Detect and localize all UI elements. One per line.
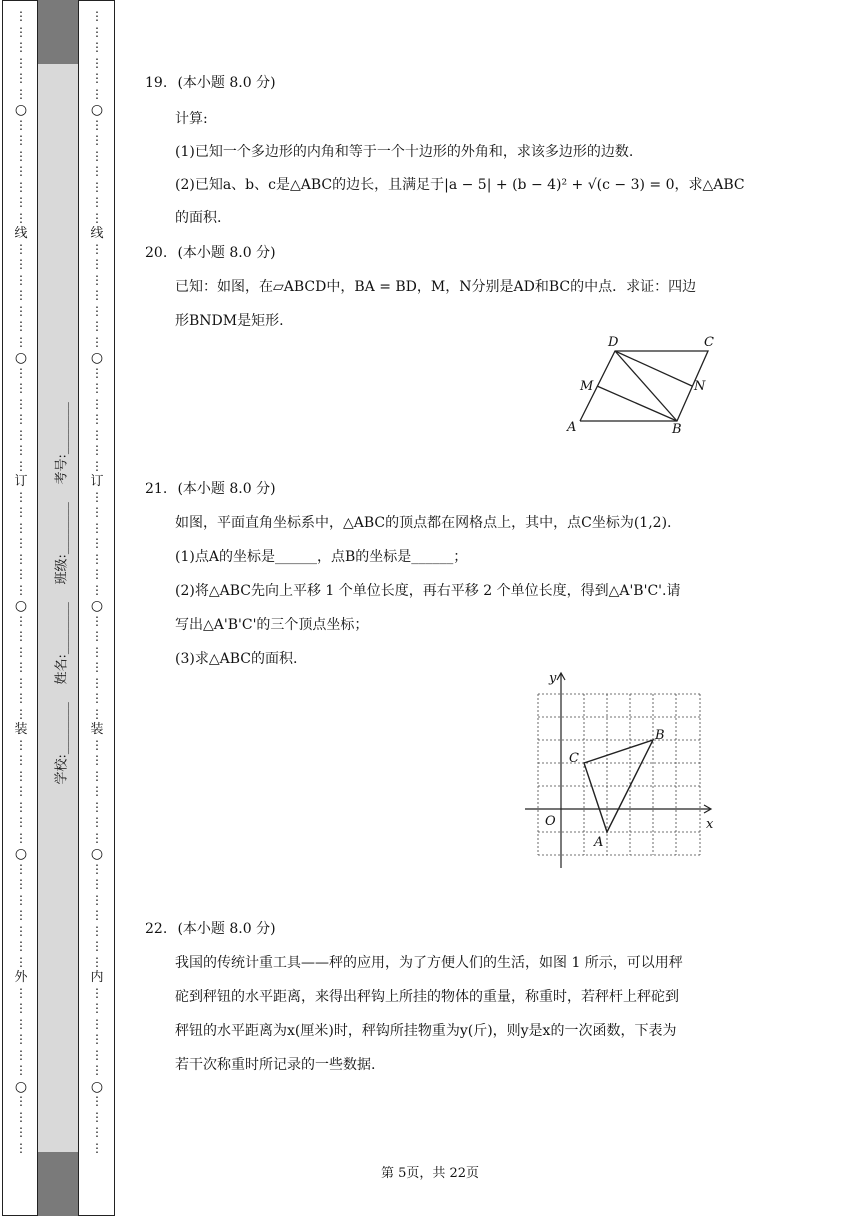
question-19-header xyxy=(145,72,276,92)
q21-line-2: (1)点A的坐标是______，点B的坐标是______； xyxy=(175,549,468,565)
binding-dots-right: ⋮ ⋮ ⋮ ⋮ ⋮ ⋮ ○ ⋮ ⋮ ⋮ ⋮ ⋮ ⋮ ⋮ 线 ⋮ ⋮ ⋮ ⋮ ⋮ ⋮ ⋮ ○ ⋮ ⋮ ⋮ ⋮ ⋮ ⋮ ⋮ 订 ⋮ ⋮ ⋮ ⋮ ⋮ ⋮ ⋮ ○ ⋮ ⋮ ⋮ ⋮ ⋮ ⋮ ⋮ 装 ⋮ ⋮ ⋮ ⋮ ⋮ ⋮ ⋮ ○ ⋮ ⋮ ⋮ ⋮ ⋮ ⋮ ⋮ 内 ⋮ ⋮ ⋮ ⋮ ⋮ ⋮ ○ ⋮ ⋮ ⋮ ⋮ xyxy=(90,9,104,1155)
right-mark-2: 订 xyxy=(90,474,104,489)
q20-line-2: 形BNDM是矩形. xyxy=(175,313,284,329)
question-number: 20. xyxy=(145,245,168,261)
label-d: D xyxy=(608,335,619,350)
question-number: 21. xyxy=(145,481,168,497)
q19-line-2: (1)已知一个多边形的内角和等于一个十边形的外角和，求该多边形的边数. xyxy=(175,144,634,160)
segment-dn xyxy=(615,351,692,386)
question-21-header xyxy=(145,478,276,498)
class-field[interactable]: 班级:________ xyxy=(54,502,70,585)
label-x: x xyxy=(706,817,714,832)
name-field[interactable]: 姓名:________ xyxy=(54,602,70,685)
q22-line-4: 若干次称重时所记录的一些数据. xyxy=(175,1057,376,1073)
q19-line-1: 计算: xyxy=(175,111,208,127)
exam-no-field[interactable]: 考号:________ xyxy=(54,402,70,485)
question-20-header xyxy=(145,242,276,262)
q19-line-3: (2)已知a、b、c是△ABC的边长，且满足于|a − 5| + (b − 4)² + √(c − 3) = 0，求△ABC xyxy=(175,177,745,193)
q22-line-1: 我国的传统计重工具——秤的应用，为了方便人们的生活，如图 1 所示，可以用秤 xyxy=(175,955,683,971)
parallelogram-outline xyxy=(580,351,708,421)
label-n: N xyxy=(694,379,706,394)
left-mark-1: 线 xyxy=(14,226,28,241)
q21-line-1: 如图，平面直角坐标系中，△ABC的顶点都在网格点上，其中，点C坐标为(1,2). xyxy=(175,515,672,531)
q22-line-3: 秤钮的水平距离为x(厘米)时，秤钩所挂物重为y(斤)，则y是x的一次函数，下表为 xyxy=(175,1023,677,1039)
right-mark-1: 线 xyxy=(90,226,104,241)
label-b: B xyxy=(672,422,682,437)
left-mark-2: 订 xyxy=(14,474,28,489)
q22-line-2: 砣到秤钮的水平距离，来得出秤钩上所挂的物体的重量，称重时，若秤杆上秤砣到 xyxy=(175,989,679,1005)
school-field[interactable]: 学校:________ xyxy=(54,702,70,785)
q21-line-3: (2)将△ABC先向上平移 1 个单位长度，再右平移 2 个单位长度，得到△A'B'C'.请 xyxy=(175,583,681,599)
label-o: O xyxy=(545,814,556,829)
q21-line-4: 写出△A'B'C'的三个顶点坐标； xyxy=(175,617,369,633)
label-c: C xyxy=(569,751,579,766)
left-mark-3: 装 xyxy=(14,722,28,737)
label-a: A xyxy=(594,835,604,850)
question-score: (本小题 8.0 分) xyxy=(177,75,276,91)
segment-mb xyxy=(597,386,677,421)
label-a: A xyxy=(567,420,577,435)
label-c: C xyxy=(704,335,714,350)
right-mark-4: 内 xyxy=(90,970,104,985)
q21-coordinate-grid xyxy=(520,668,720,873)
q20-line-1: 已知：如图，在▱ABCD中，BA = BD，M，N分别是AD和BC的中点．求证：四边 xyxy=(175,279,697,295)
question-score: (本小题 8.0 分) xyxy=(177,481,276,497)
q19-line-4: 的面积. xyxy=(175,210,222,226)
diagonal-db xyxy=(615,351,677,421)
question-score: (本小题 8.0 分) xyxy=(177,245,276,261)
label-b: B xyxy=(655,728,665,743)
page-footer: 第 5页，共 22页 xyxy=(380,1166,480,1181)
label-m: M xyxy=(580,379,594,394)
question-number: 22. xyxy=(145,921,168,937)
question-score: (本小题 8.0 分) xyxy=(177,921,276,937)
left-mark-4: 外 xyxy=(14,970,28,985)
right-mark-3: 装 xyxy=(90,722,104,737)
question-22-header xyxy=(145,918,276,938)
q20-parallelogram-figure xyxy=(560,330,730,440)
binding-dots-left: ⋮ ⋮ ⋮ ⋮ ⋮ ⋮ ○ ⋮ ⋮ ⋮ ⋮ ⋮ ⋮ ⋮ 线 ⋮ ⋮ ⋮ ⋮ ⋮ ⋮ ⋮ ○ ⋮ ⋮ ⋮ ⋮ ⋮ ⋮ ⋮ 订 ⋮ ⋮ ⋮ ⋮ ⋮ ⋮ ⋮ ○ ⋮ ⋮ ⋮ ⋮ ⋮ ⋮ ⋮ 装 ⋮ ⋮ ⋮ ⋮ ⋮ ⋮ ⋮ ○ ⋮ ⋮ ⋮ ⋮ ⋮ ⋮ ⋮ 外 ⋮ ⋮ ⋮ ⋮ ⋮ ⋮ ○ ⋮ ⋮ ⋮ ⋮ xyxy=(14,9,28,1155)
label-y: y xyxy=(549,671,557,686)
question-number: 19. xyxy=(145,75,168,91)
binding-dark-block-top xyxy=(38,0,78,64)
q21-line-5: (3)求△ABC的面积. xyxy=(175,651,298,667)
